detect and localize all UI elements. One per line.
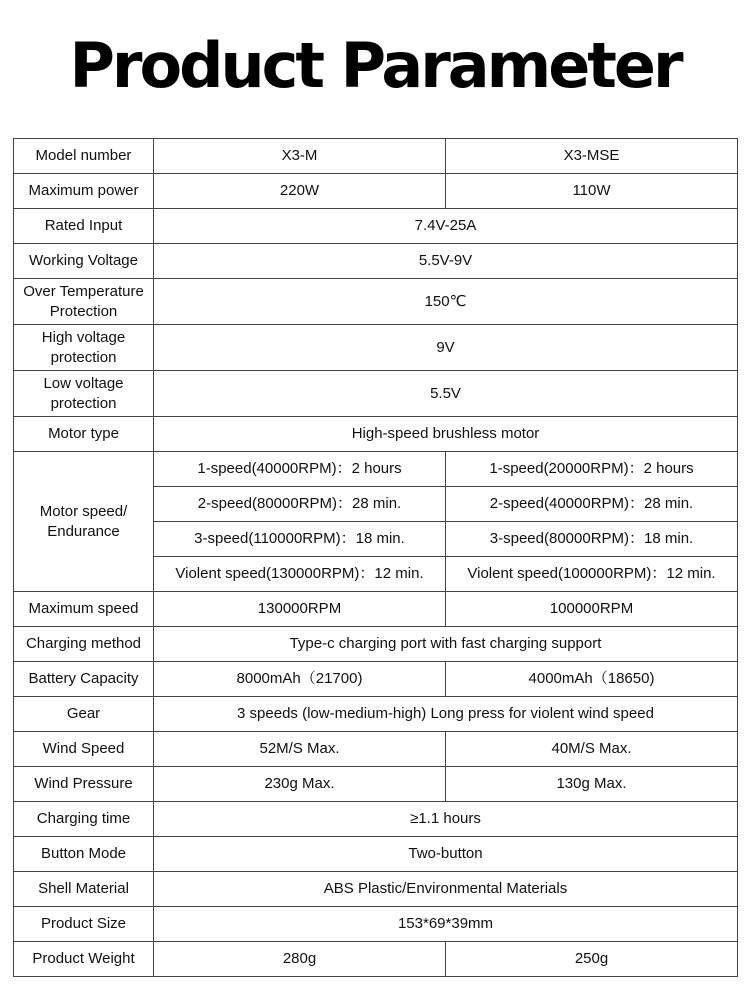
table-row-product-weight [14, 942, 738, 977]
value-x3-mse: Violent speed(100000RPM)：12 min. [446, 557, 738, 592]
row-label: Battery Capacity [14, 662, 154, 697]
table-row-shell-material [14, 872, 738, 907]
table-row-motor-speed-1 [14, 452, 738, 487]
value-x3-m: 52M/S Max. [154, 732, 446, 767]
value-x3-mse: X3-MSE [446, 139, 738, 174]
table-row-wind-speed [14, 732, 738, 767]
row-label: Charging time [14, 802, 154, 837]
value-shared: ABS Plastic/Environmental Materials [154, 872, 738, 907]
table-row-max-speed [14, 592, 738, 627]
row-label: Product Weight [14, 942, 154, 977]
value-shared: Type-c charging port with fast charging support [154, 627, 738, 662]
table-row-low-voltage [14, 371, 738, 417]
value-x3-m: 280g [154, 942, 446, 977]
row-label: Low voltage protection [14, 371, 154, 417]
value-x3-m: 230g Max. [154, 767, 446, 802]
row-label: High voltage protection [14, 325, 154, 371]
table-row-charging-method [14, 627, 738, 662]
value-x3-m: X3-M [154, 139, 446, 174]
value-shared: 153*69*39mm [154, 907, 738, 942]
row-label: Wind Speed [14, 732, 154, 767]
row-label: Maximum speed [14, 592, 154, 627]
table-row-working-voltage [14, 244, 738, 279]
value-x3-mse: 4000mAh（18650) [446, 662, 738, 697]
row-label: Gear [14, 697, 154, 732]
table-row-battery [14, 662, 738, 697]
table-row-product-size [14, 907, 738, 942]
value-x3-m: Violent speed(130000RPM)：12 min. [154, 557, 446, 592]
row-label: Model number [14, 139, 154, 174]
row-label: Shell Material [14, 872, 154, 907]
table-row-rated-input [14, 209, 738, 244]
value-shared: 5.5V [154, 371, 738, 417]
value-shared: 5.5V-9V [154, 244, 738, 279]
table-row-motor-type [14, 417, 738, 452]
table-row-charging-time [14, 802, 738, 837]
row-label: Working Voltage [14, 244, 154, 279]
table-row-high-voltage [14, 325, 738, 371]
value-x3-mse: 3-speed(80000RPM)：18 min. [446, 522, 738, 557]
row-label: Product Size [14, 907, 154, 942]
value-shared: High-speed brushless motor [154, 417, 738, 452]
value-x3-m: 1-speed(40000RPM)：2 hours [154, 452, 446, 487]
value-x3-m: 130000RPM [154, 592, 446, 627]
parameter-table [13, 138, 738, 977]
table-row-max-power [14, 174, 738, 209]
row-label: Rated Input [14, 209, 154, 244]
table-row-model [14, 139, 738, 174]
value-x3-mse: 2-speed(40000RPM)：28 min. [446, 487, 738, 522]
value-shared: 9V [154, 325, 738, 371]
value-shared: ≥1.1 hours [154, 802, 738, 837]
value-shared: 7.4V-25A [154, 209, 738, 244]
value-x3-mse: 250g [446, 942, 738, 977]
value-shared: Two-button [154, 837, 738, 872]
value-x3-mse: 110W [446, 174, 738, 209]
value-x3-m: 8000mAh（21700) [154, 662, 446, 697]
value-x3-m: 2-speed(80000RPM)：28 min. [154, 487, 446, 522]
table-row-wind-pressure [14, 767, 738, 802]
value-x3-mse: 40M/S Max. [446, 732, 738, 767]
table-row-button-mode [14, 837, 738, 872]
row-label: Button Mode [14, 837, 154, 872]
value-x3-mse: 130g Max. [446, 767, 738, 802]
value-x3-mse: 1-speed(20000RPM)：2 hours [446, 452, 738, 487]
table-row-gear [14, 697, 738, 732]
row-label: Over Temperature Protection [14, 279, 154, 325]
page-title: Product Parameter [69, 29, 681, 102]
value-shared: 150℃ [154, 279, 738, 325]
value-x3-mse: 100000RPM [446, 592, 738, 627]
row-label: Charging method [14, 627, 154, 662]
row-label: Wind Pressure [14, 767, 154, 802]
row-label: Motor type [14, 417, 154, 452]
value-x3-m: 3-speed(110000RPM)：18 min. [154, 522, 446, 557]
row-label: Maximum power [14, 174, 154, 209]
value-shared: 3 speeds (low-medium-high) Long press for violent wind speed [154, 697, 738, 732]
row-label: Motor speed/ Endurance [14, 452, 154, 592]
table-row-over-temperature [14, 279, 738, 325]
value-x3-m: 220W [154, 174, 446, 209]
